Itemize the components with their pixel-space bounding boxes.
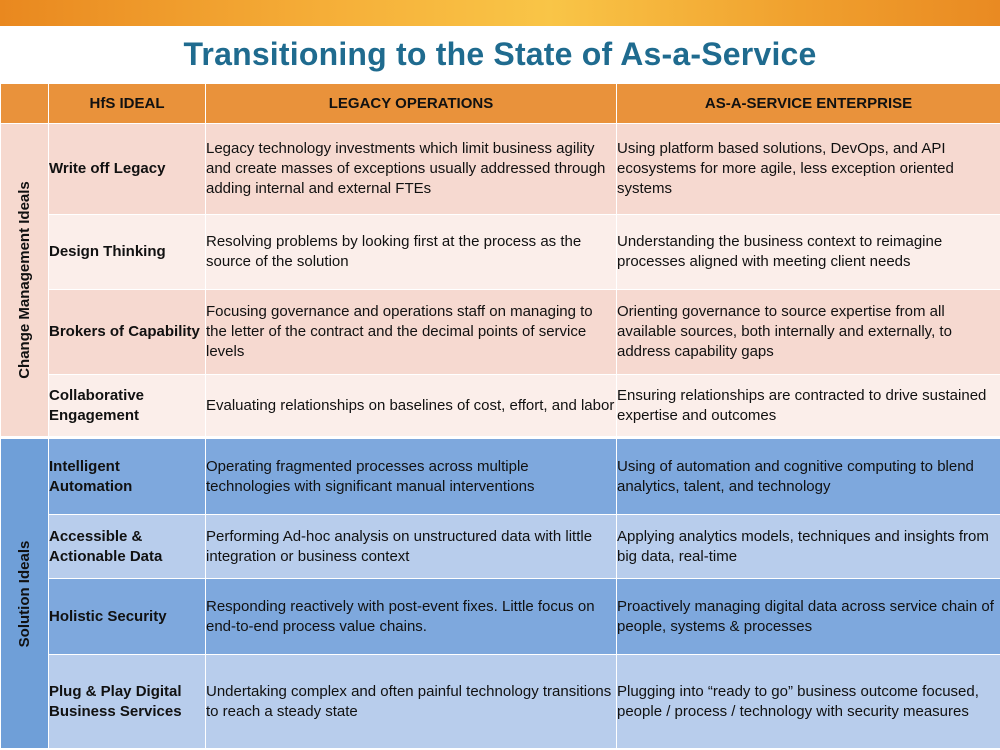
table-row	[1, 579, 1000, 655]
aas-cell: Using platform based solutions, DevOps, and API ecosystems for more agile, less exception oriented systems	[617, 124, 1000, 215]
ideal-cell: Brokers of Capability	[49, 290, 206, 375]
ideal-cell: Plug & Play Digital Business Services	[49, 655, 206, 749]
table-row	[1, 438, 1000, 515]
header-row	[1, 84, 1000, 124]
legacy-cell: Legacy technology investments which limit business agility and create masses of exceptions usually addressed through adding internal and external FTEs	[206, 124, 617, 215]
ideal-cell: Design Thinking	[49, 215, 206, 290]
table-row	[1, 290, 1000, 375]
header-as-a-service: AS-A-SERVICE ENTERPRISE	[617, 84, 1000, 124]
top-accent-bar	[0, 0, 1000, 26]
legacy-cell: Operating fragmented processes across multiple technologies with significant manual interventions	[206, 438, 617, 515]
aas-cell: Using of automation and cognitive computing to blend analytics, talent, and technology	[617, 438, 1000, 515]
group-label-change-management: Change Management Ideals	[1, 124, 49, 438]
legacy-cell: Resolving problems by looking first at the process as the source of the solution	[206, 215, 617, 290]
table-row	[1, 124, 1000, 215]
aas-cell: Plugging into “ready to go” business outcome focused, people / process / technology with security measures	[617, 655, 1000, 749]
table-row	[1, 375, 1000, 438]
legacy-cell: Undertaking complex and often painful technology transitions to reach a steady state	[206, 655, 617, 749]
table-row	[1, 515, 1000, 579]
table-row	[1, 655, 1000, 749]
comparison-table	[0, 83, 1000, 749]
header-corner	[1, 84, 49, 124]
aas-cell: Applying analytics models, techniques and insights from big data, real-time	[617, 515, 1000, 579]
legacy-cell: Evaluating relationships on baselines of cost, effort, and labor	[206, 375, 617, 438]
legacy-cell: Performing Ad-hoc analysis on unstructured data with little integration or business context	[206, 515, 617, 579]
table-row	[1, 215, 1000, 290]
legacy-cell: Focusing governance and operations staff on managing to the letter of the contract and the decimal points of service levels	[206, 290, 617, 375]
legacy-cell: Responding reactively with post-event fixes. Little focus on end-to-end process value chains.	[206, 579, 617, 655]
header-ideal: HfS IDEAL	[49, 84, 206, 124]
aas-cell: Orienting governance to source expertise from all available sources, both internally and externally, to address capability gaps	[617, 290, 1000, 375]
aas-cell: Proactively managing digital data across service chain of people, systems & processes	[617, 579, 1000, 655]
group-label-solution: Solution Ideals	[1, 438, 49, 749]
ideal-cell: Write off Legacy	[49, 124, 206, 215]
slide-title: Transitioning to the State of As-a-Service	[183, 35, 817, 72]
aas-cell: Ensuring relationships are contracted to drive sustained expertise and outcomes	[617, 375, 1000, 438]
ideal-cell: Holistic Security	[49, 579, 206, 655]
ideal-cell: Intelligent Automation	[49, 438, 206, 515]
aas-cell: Understanding the business context to reimagine processes aligned with meeting client needs	[617, 215, 1000, 290]
header-legacy: LEGACY OPERATIONS	[206, 84, 617, 124]
ideal-cell: Collaborative Engagement	[49, 375, 206, 438]
ideal-cell: Accessible & Actionable Data	[49, 515, 206, 579]
